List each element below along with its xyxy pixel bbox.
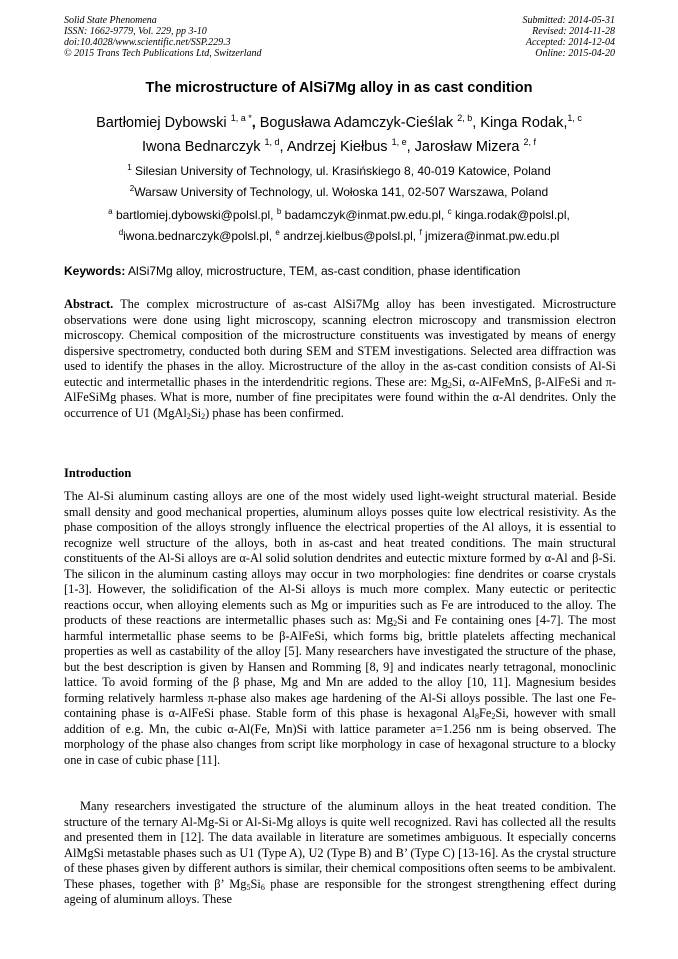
affiliation-sup: 2 bbox=[129, 184, 135, 193]
paragraph-text: Si, however with small addition of e.g. Mn, the cubic α-Al(Fe, Mn)Si with lattice parameter a=1.256 nm is being observed. The morphology of the phase also changes from script like morphology in case of hexagonal structure to a blocky one in case of cubic phase [11]. bbox=[64, 706, 616, 767]
paper-title: The microstructure of AlSi7Mg alloy in as cast condition bbox=[145, 80, 533, 96]
subscript: 2 bbox=[201, 411, 206, 421]
author-sup: 1, c bbox=[567, 113, 582, 123]
subscript: 6 bbox=[260, 882, 265, 892]
keywords bbox=[64, 264, 616, 278]
abstract-text: Si bbox=[190, 405, 202, 420]
paragraph-text: phase are responsible for the strongest strengthening effect during ageing of aluminum alloys. These bbox=[64, 876, 616, 906]
author-name: Kinga Rodak, bbox=[480, 115, 568, 131]
paragraph-text: The Al-Si aluminum casting alloys are one of the most widely used light-weight structural material. Beside small density and good mechanical properties, aluminum alloys posses quite low electrical resistivity. As the phase composition of the alloys strongly influence the electrical properties of the Al alloys, it is essential to recognize well structure of the alloys, both in as-cast and heat treated conditions. The main structural constituents of the Al-Si alloys are α-Al solid solution dendrites and eutectic mixture formed by α-Al and β-Si. The silicon in the aluminum casting alloys may occur in two morphologies: fine dendrites or coarse crystals [1-3]. However, the solidification of the Al-Si alloys is much more complex. Many eutectic or peritectic reactions occur, when alloying elements such as Mg or impurities such as Fe are introduced to the alloy. The products of these reactions are intermetallic phases such as: Mg bbox=[64, 489, 616, 627]
affiliation-text: Silesian University of Technology, ul. Krasińskiego 8, 40-019 Katowice, Poland bbox=[135, 164, 551, 178]
author-name: Andrzej Kiełbus bbox=[286, 139, 388, 155]
date-submitted: Submitted: 2014-05-31 bbox=[522, 15, 615, 26]
author-name: Bogusława Adamczyk-Cieślak bbox=[259, 115, 454, 131]
date-online: Online: 2015-04-20 bbox=[535, 48, 615, 59]
email-text: bartlomiej.dybowski@polsl.pl, bbox=[115, 208, 274, 222]
abstract-label: Abstract. bbox=[64, 297, 114, 311]
author-sup: 1, d bbox=[264, 137, 280, 147]
paragraph-text: Si and Fe containing ones [4-7]. The most harmful intermetallic phase seems to be β-AlFeSi, which forms big, brittle platelets affecting mechanical properties as well as castability of the alloy [5]. Many researchers have investigated the structure of the phase, but the best description is given by Hansen and Romming [8, 9] and indicates nearly tetragonal, monoclinic lattice. To avoid forming of the β phase, Mg and Mn are added to the alloy [10, 11]. Magnesium besides forming relatively harmless π-phase also makes age hardening of the Al-Si alloys possible. The last one Fe-containing phase is α-AlFeSi phase. Stable form of this phase is hexagonal Al bbox=[64, 613, 616, 720]
abstract-text: ) phase has been confirmed. bbox=[205, 405, 344, 420]
affiliation-1 bbox=[40, 164, 638, 178]
email-sup: f bbox=[419, 228, 422, 237]
email-sup: d bbox=[118, 228, 124, 237]
subscript: 8 bbox=[474, 712, 479, 721]
abstract-text: Si, α-AlFeMnS, β-AlFeSi and π-AlFeSiMg phases. What is more, number of fine precipitates were found within the α-Al dendrites. Only the occurrence of U1 (MgAl bbox=[64, 374, 616, 420]
paragraph-text: Fe bbox=[478, 706, 492, 720]
email-line-2 bbox=[40, 229, 638, 243]
submission-dates bbox=[523, 15, 616, 59]
email-text: andrzej.kielbus@polsl.pl, bbox=[283, 229, 417, 243]
author-sup: 1, a * bbox=[230, 113, 252, 123]
journal-doi: doi:10.4028/www.scientific.net/SSP.229.3 bbox=[64, 37, 231, 48]
subscript: 2 bbox=[447, 380, 452, 390]
author-name: Jarosław Mizera bbox=[414, 139, 520, 155]
section-heading-introduction: Introduction bbox=[64, 466, 132, 480]
paragraph-text: Many researchers investigated the structure of the aluminum alloys in the heat treated condition. The structure of the ternary Al-Mg-Si or Al-Si-Mg alloys is quite well recognized. Ravi has collected all the results and presented them in [12]. The data available in literature are sometimes ambiguous. It especially concerns AlMgSi metastable phases such as U1 (Type A), U2 (Type B) and B’ (Type C) [13-16]. As the crystal structure of these phases given by different authors is similar, their chemical compositions often seems to be ambivalent. These phases, together with β’ Mg bbox=[64, 799, 616, 891]
email-text: iwona.bednarczyk@polsl.pl, bbox=[123, 229, 273, 243]
subscript: 2 bbox=[186, 411, 191, 421]
author-name: Iwona Bednarczyk bbox=[142, 139, 261, 155]
journal-info bbox=[64, 15, 262, 59]
email-sup: b bbox=[276, 207, 282, 216]
journal-name: Solid State Phenomena bbox=[64, 15, 157, 26]
email-text: kinga.rodak@polsl.pl, bbox=[454, 208, 570, 222]
email-sup: e bbox=[275, 228, 280, 237]
subscript: 5 bbox=[246, 882, 251, 892]
subscript: 2 bbox=[393, 619, 398, 628]
journal-issn: ISSN: 1662-9779, Vol. 229, pp 3-10 bbox=[64, 26, 207, 37]
date-revised: Revised: 2014-11-28 bbox=[532, 26, 615, 37]
email-text: badamczyk@inmat.pw.edu.pl, bbox=[284, 208, 445, 222]
author-sup: 2, b bbox=[457, 113, 473, 123]
affiliation-sup: 1 bbox=[127, 163, 132, 172]
email-text: jmizera@inmat.pw.edu.pl bbox=[425, 229, 560, 243]
intro-paragraph-2 bbox=[64, 799, 616, 908]
keywords-label: Keywords: bbox=[64, 264, 126, 278]
author-sup: 1, e bbox=[391, 137, 407, 147]
abstract-text: The complex microstructure of as-cast AlSi7Mg alloy has been investigated. Microstructure observations were done using light microscopy, scanning electron microscopy and transmission electron microscopy. Chemical composition of the microstructure constituents was investigated by means of energy dispersive spectrometry, conducted both during SEM and STEM investigations. Selected area diffraction was used to identify the phases in the alloy. Microstructure of the alloy in the as-cast condition consists of Al-Si eutectic and intermetallic phases in the interdendritic regions. These are: Mg bbox=[64, 297, 616, 389]
subscript: 2 bbox=[491, 712, 496, 721]
email-sup: a bbox=[108, 207, 113, 216]
author-sup: 2, f bbox=[523, 137, 536, 147]
keywords-text: AlSi7Mg alloy, microstructure, TEM, as-cast condition, phase identification bbox=[128, 264, 521, 278]
author-name: Bartłomiej Dybowski bbox=[96, 115, 227, 131]
abstract bbox=[64, 297, 616, 421]
intro-paragraph-1 bbox=[64, 489, 616, 768]
email-line-1 bbox=[40, 208, 638, 222]
affiliation-text: Warsaw University of Technology, ul. Wołoska 141, 02-507 Warszawa, Poland bbox=[134, 185, 549, 199]
author-line-1: Bartłomiej Dybowski $^{1, a *}$, Bogusława Adamczyk-Cieślak $^{2, b}$, Kinga Rodak,$^{1, c}$ bbox=[96, 113, 582, 131]
email-sup: c bbox=[447, 207, 452, 216]
journal-copyright: © 2015 Trans Tech Publications Ltd, Switzerland bbox=[64, 48, 262, 59]
date-accepted: Accepted: 2014-12-04 bbox=[525, 37, 615, 48]
paragraph-text: Si bbox=[250, 876, 261, 891]
affiliation-2 bbox=[40, 185, 638, 199]
author-line-2: Iwona Bednarczyk $^{1, d}$, Andrzej Kiełbus $^{1, e}$, Jarosław Mizera $^{2, f}$ bbox=[142, 137, 536, 155]
